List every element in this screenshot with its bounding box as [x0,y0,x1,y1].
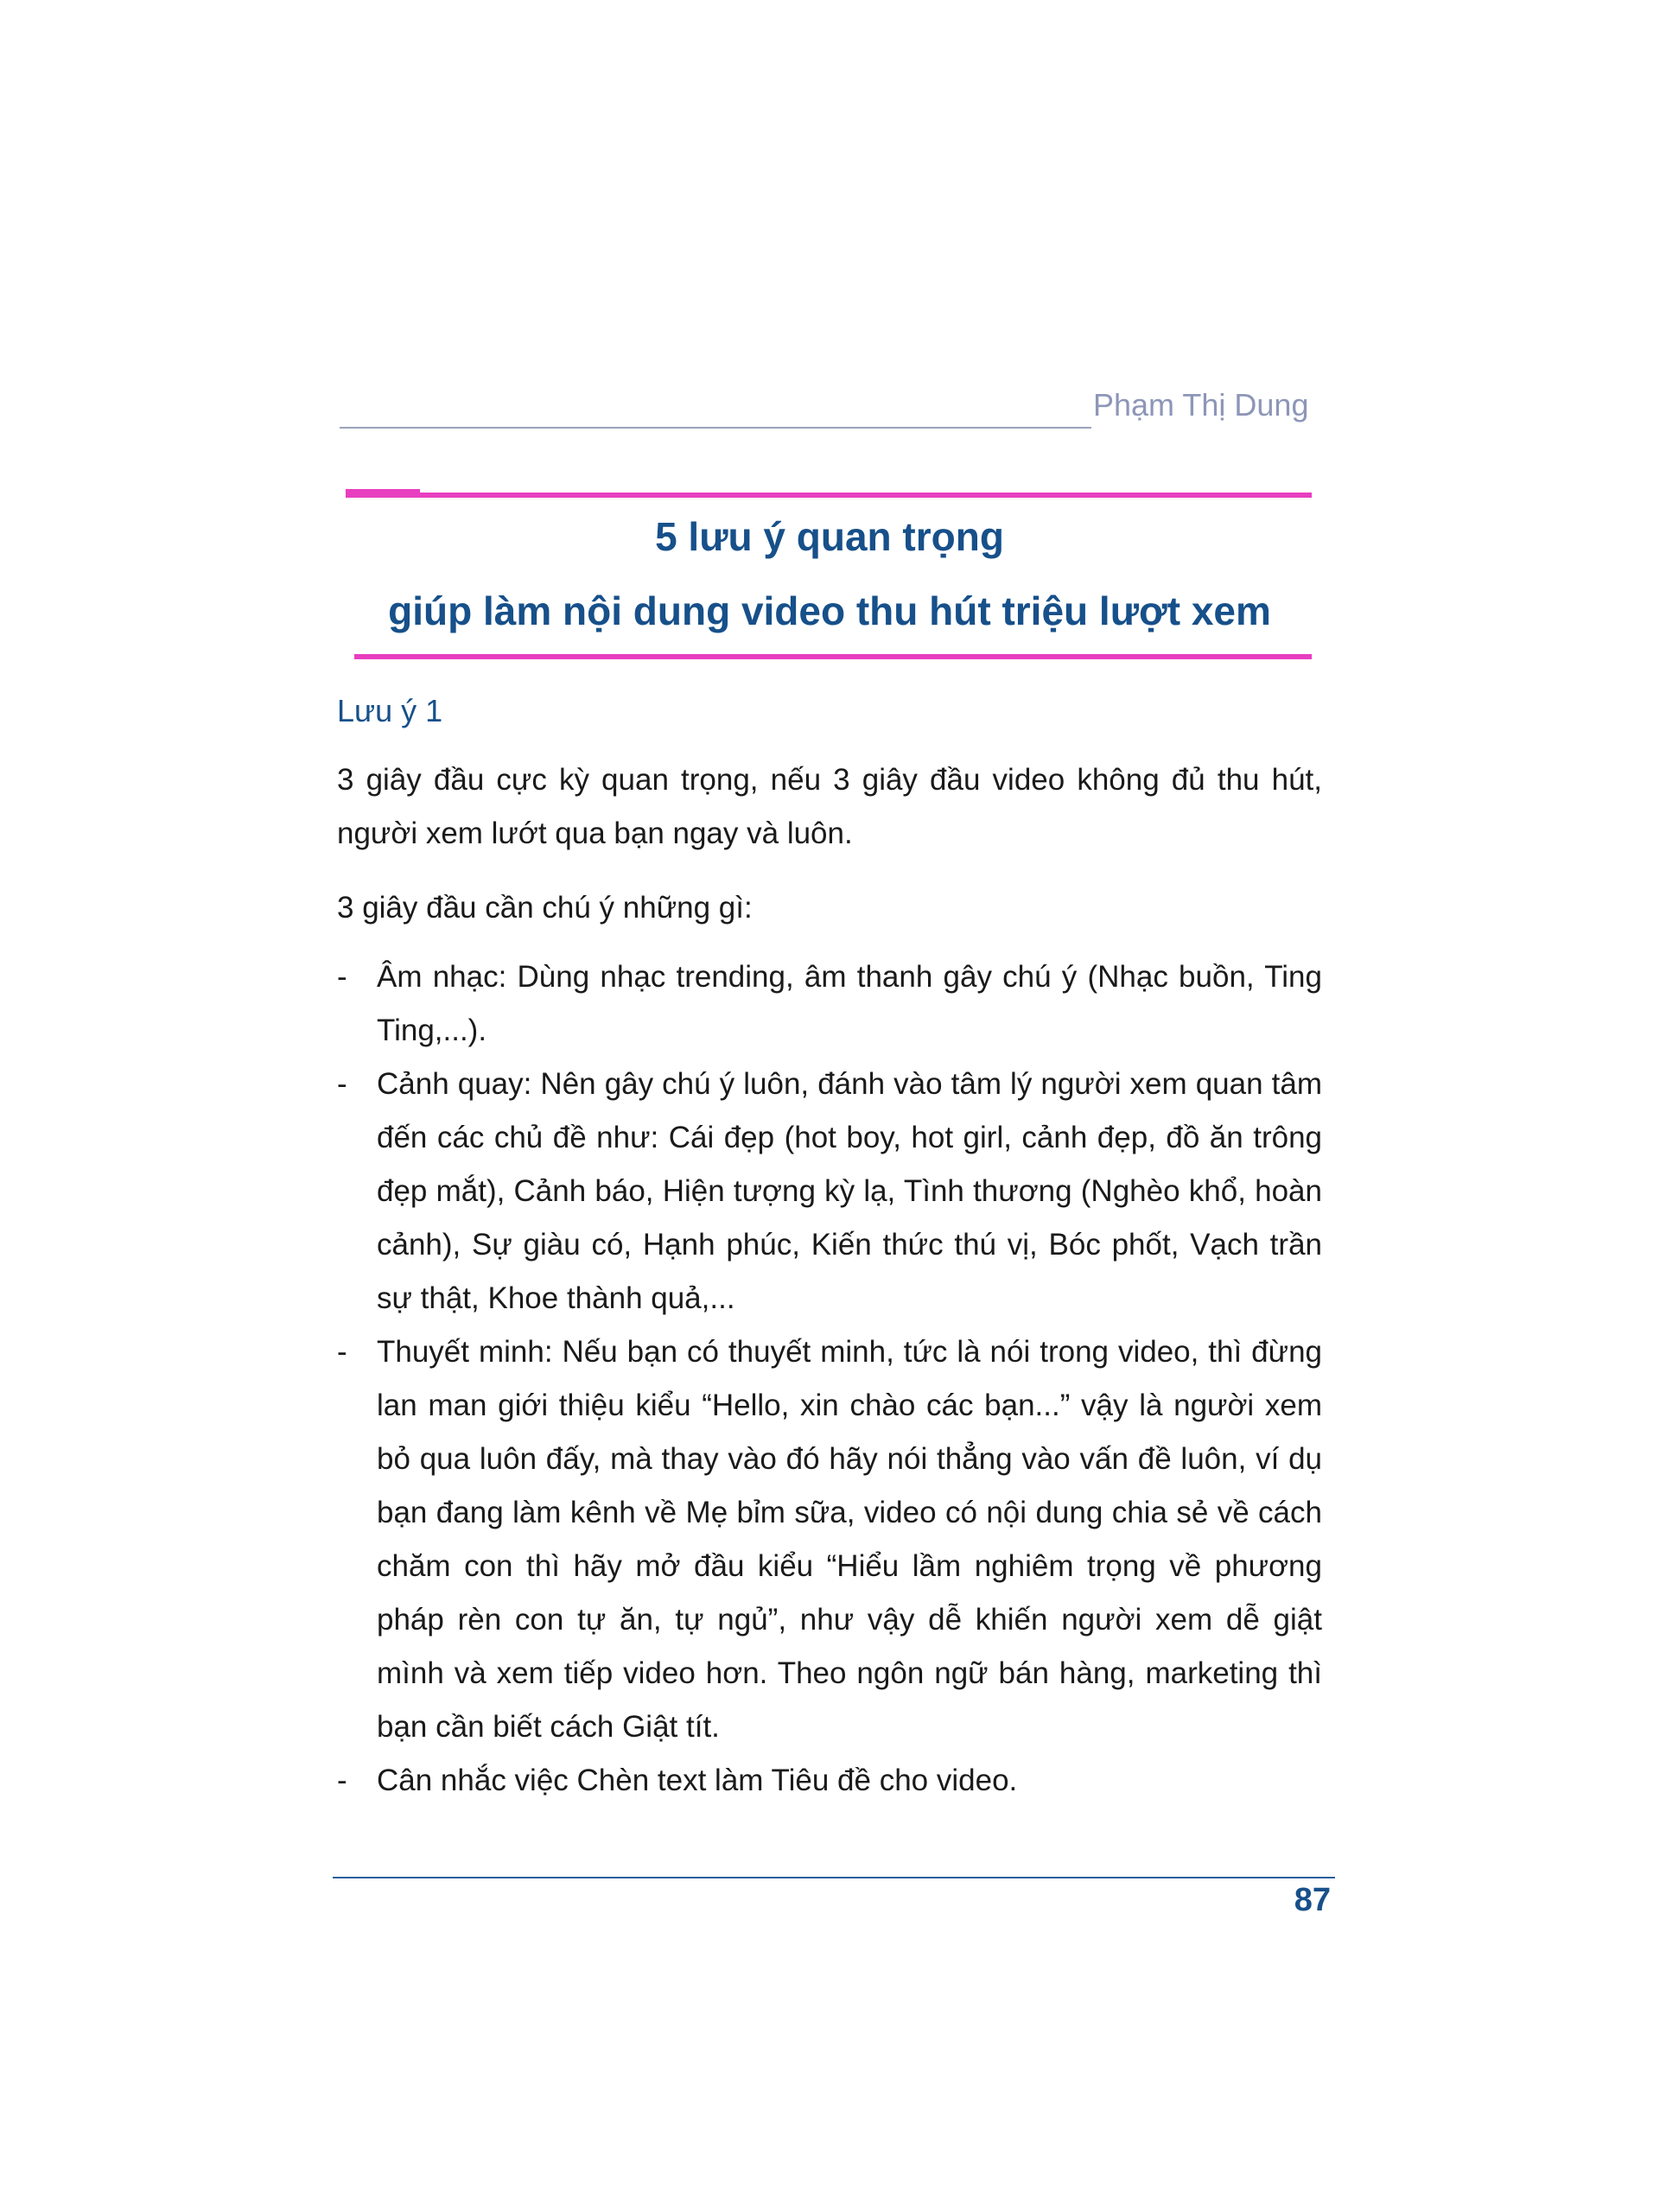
bullet-dash: - [337,960,347,994]
footer-rule [333,1877,1335,1878]
bullet-list [337,950,1322,1808]
title-bottom-rule [354,654,1312,659]
chapter-title-line-2: giúp làm nội dung video thu hút triệu lượt xem [388,588,1271,633]
list-item-text: Thuyết minh: Nếu bạn có thuyết minh, tức là nói trong video, thì đừng lan man giới thiệu kiểu “Hello, xin chào các bạn...” vậy là người xem bỏ qua luôn đấy, mà thay vào đó hãy nói thẳng vào vấn đề luôn, ví dụ bạn đang làm kênh về Mẹ bỉm sữa, video có nội dung chia sẻ về cách chăm con thì hãy mở đầu kiểu “Hiểu lầm nghiêm trọng về phương pháp rèn con tự ăn, tự ngủ”, như vậy dễ khiến người xem dễ giật mình và xem tiếp video hơn. Theo ngôn ngữ bán hàng, marketing thì bạn cần biết cách Giật tít. [377,1335,1322,1744]
bullet-dash: - [337,1067,347,1101]
page-number: 87 [1294,1882,1331,1918]
list-item-text: Cân nhắc việc Chèn text làm Tiêu đề cho video. [377,1764,1018,1797]
list-item-text: Cảnh quay: Nên gây chú ý luôn, đánh vào tâm lý người xem quan tâm đến các chủ đề như: Cái đẹp (hot boy, hot girl, cảnh đẹp, đồ ăn trông đẹp mắt), Cảnh báo, Hiện tượng kỳ lạ, Tình thương (Nghèo khổ, hoàn cảnh), Sự giàu có, Hạnh phúc, Kiến thức thú vị, Bóc phốt, Vạch trần sự thật, Khoe thành quả,... [377,1067,1322,1315]
section-heading: Lưu ý 1 [337,693,443,728]
list-item [337,1754,1322,1808]
body-paragraph-2: 3 giây đầu cần chú ý những gì: [337,891,753,925]
running-header-author: Phạm Thị Dung [1093,387,1309,423]
list-item [337,1058,1322,1325]
list-item [337,950,1322,1058]
bullet-dash: - [337,1335,347,1369]
bullet-dash: - [337,1764,347,1797]
list-item [337,1325,1322,1754]
body-paragraph-1: 3 giây đầu cực kỳ quan trọng, nếu 3 giây đầu video không đủ thu hút, người xem lướt qua bạn ngay và luôn. [337,763,1322,850]
list-item-text: Âm nhạc: Dùng nhạc trending, âm thanh gây chú ý (Nhạc buồn, Ting Ting,...). [377,960,1322,1047]
title-top-rule [346,493,1312,498]
chapter-title-line-1: 5 lưu ý quan trọng [655,514,1004,559]
header-rule [340,427,1091,429]
